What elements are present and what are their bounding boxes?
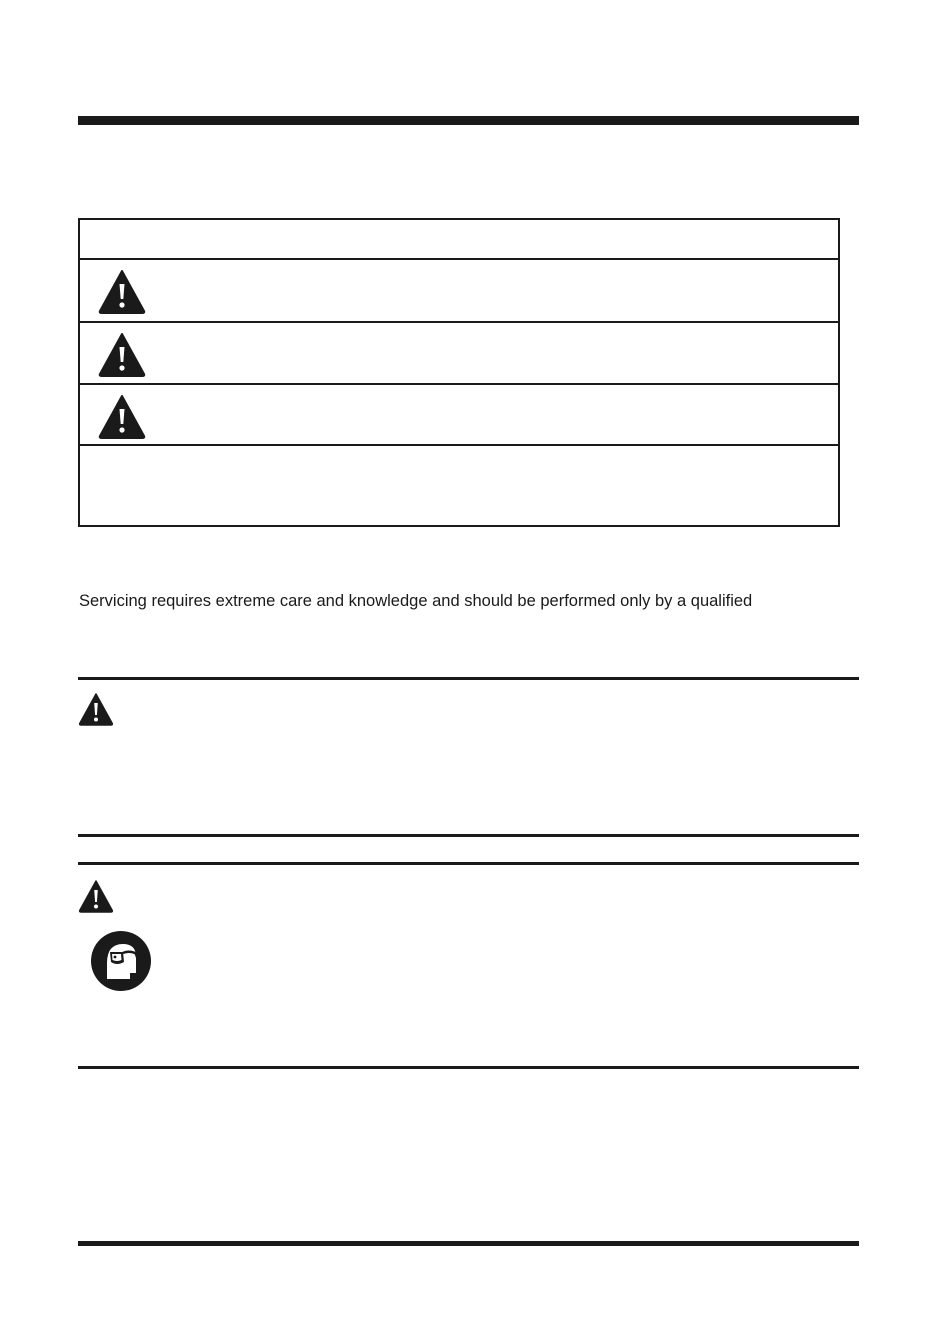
warning-triangle-icon bbox=[78, 879, 114, 913]
table-row bbox=[80, 323, 838, 385]
table-row bbox=[80, 385, 838, 446]
warning-triangle-icon bbox=[97, 393, 147, 439]
bottom-rule bbox=[78, 1241, 859, 1246]
warning-box-2-top-rule bbox=[78, 862, 859, 865]
warning-box-top-rule bbox=[78, 677, 859, 680]
table-header-row bbox=[80, 220, 838, 260]
warning-triangle-icon bbox=[97, 331, 147, 377]
service-note: Servicing requires extreme care and knowledge and should be performed only by a qualified bbox=[79, 592, 753, 610]
safety-goggles-icon bbox=[90, 930, 152, 992]
table-row bbox=[80, 260, 838, 323]
table-row bbox=[80, 446, 838, 527]
warning-triangle-icon bbox=[97, 268, 147, 314]
top-rule bbox=[78, 116, 859, 125]
safety-symbols-table bbox=[78, 218, 840, 527]
warning-box-2-bottom-rule bbox=[78, 1066, 859, 1069]
warning-box-bottom-rule bbox=[78, 834, 859, 837]
warning-triangle-icon bbox=[78, 692, 114, 726]
